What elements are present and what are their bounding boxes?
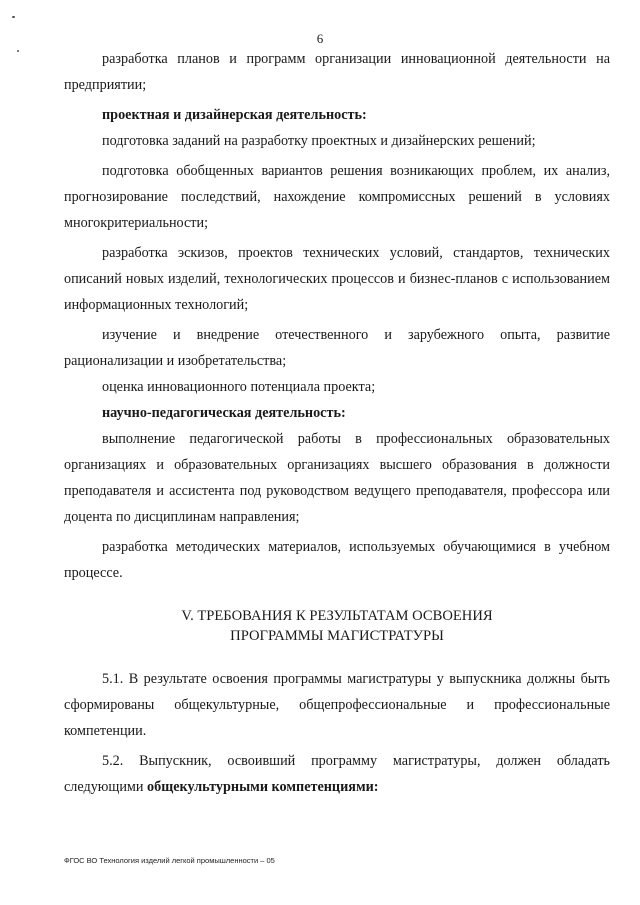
subheading-text: проектная и дизайнерская деятельность: [102,107,367,123]
paragraph: подготовка обобщенных вариантов решения возникающих проблем, их анализ, прогнозирование последствий, нахождение компромиссных решений в условиях многокритериальности; [64,163,610,231]
subheading-project-design [64,102,610,128]
section-title-line-1: V. ТРЕБОВАНИЯ К РЕЗУЛЬТАТАМ ОСВОЕНИЯ [181,608,493,624]
document-body [64,46,610,800]
paragraph: разработка методических материалов, используемых обучающимися в учебном процессе. [64,539,610,581]
paragraph: изучение и внедрение отечественного и зарубежного опыта, развитие рационализации и изобретательства; [64,327,610,369]
scan-speck [12,16,15,18]
section-title-line-2: ПРОГРАММЫ МАГИСТРАТУРЫ [230,628,444,644]
subheading-text: научно-педагогическая деятельность: [102,405,346,421]
paragraph: подготовка заданий на разработку проектных и дизайнерских решений; [102,133,536,149]
paragraph: выполнение педагогической работы в профессиональных образовательных организациях и образовательных организациях высшего образования в должности преподавателя и ассистента под руководством ведущего преподавателя, профессора или доцента по дисциплинам направления; [64,431,610,525]
paragraph: оценка инновационного потенциала проекта; [102,379,376,395]
footer-note: ФГОС ВО Технология изделий легкой промышленности – 05 [64,856,275,865]
scan-speck [17,50,19,52]
subheading-scientific-pedagogical [64,400,610,426]
page-number: 6 [316,31,324,46]
paragraph-5-2 [64,748,610,800]
paragraph-5-2-text: 5.2. Выпускник, освоивший программу магистратуры, должен обладать следующими [64,753,610,795]
paragraph: разработка эскизов, проектов технических условий, стандартов, технических описаний новых изделий, технологических процессов и бизнес-планов с использованием информационных технологий; [64,245,610,313]
paragraph-5-2-bold: общекультурными компетенциями: [147,779,379,795]
section-title [64,606,610,646]
paragraph: разработка планов и программ организации инновационной деятельности на предприятии; [64,51,610,93]
paragraph-5-1: 5.1. В результате освоения программы магистратуры у выпускника должны быть сформированы общекультурные, общепрофессиональные и профессиональные компетенции. [64,671,610,739]
